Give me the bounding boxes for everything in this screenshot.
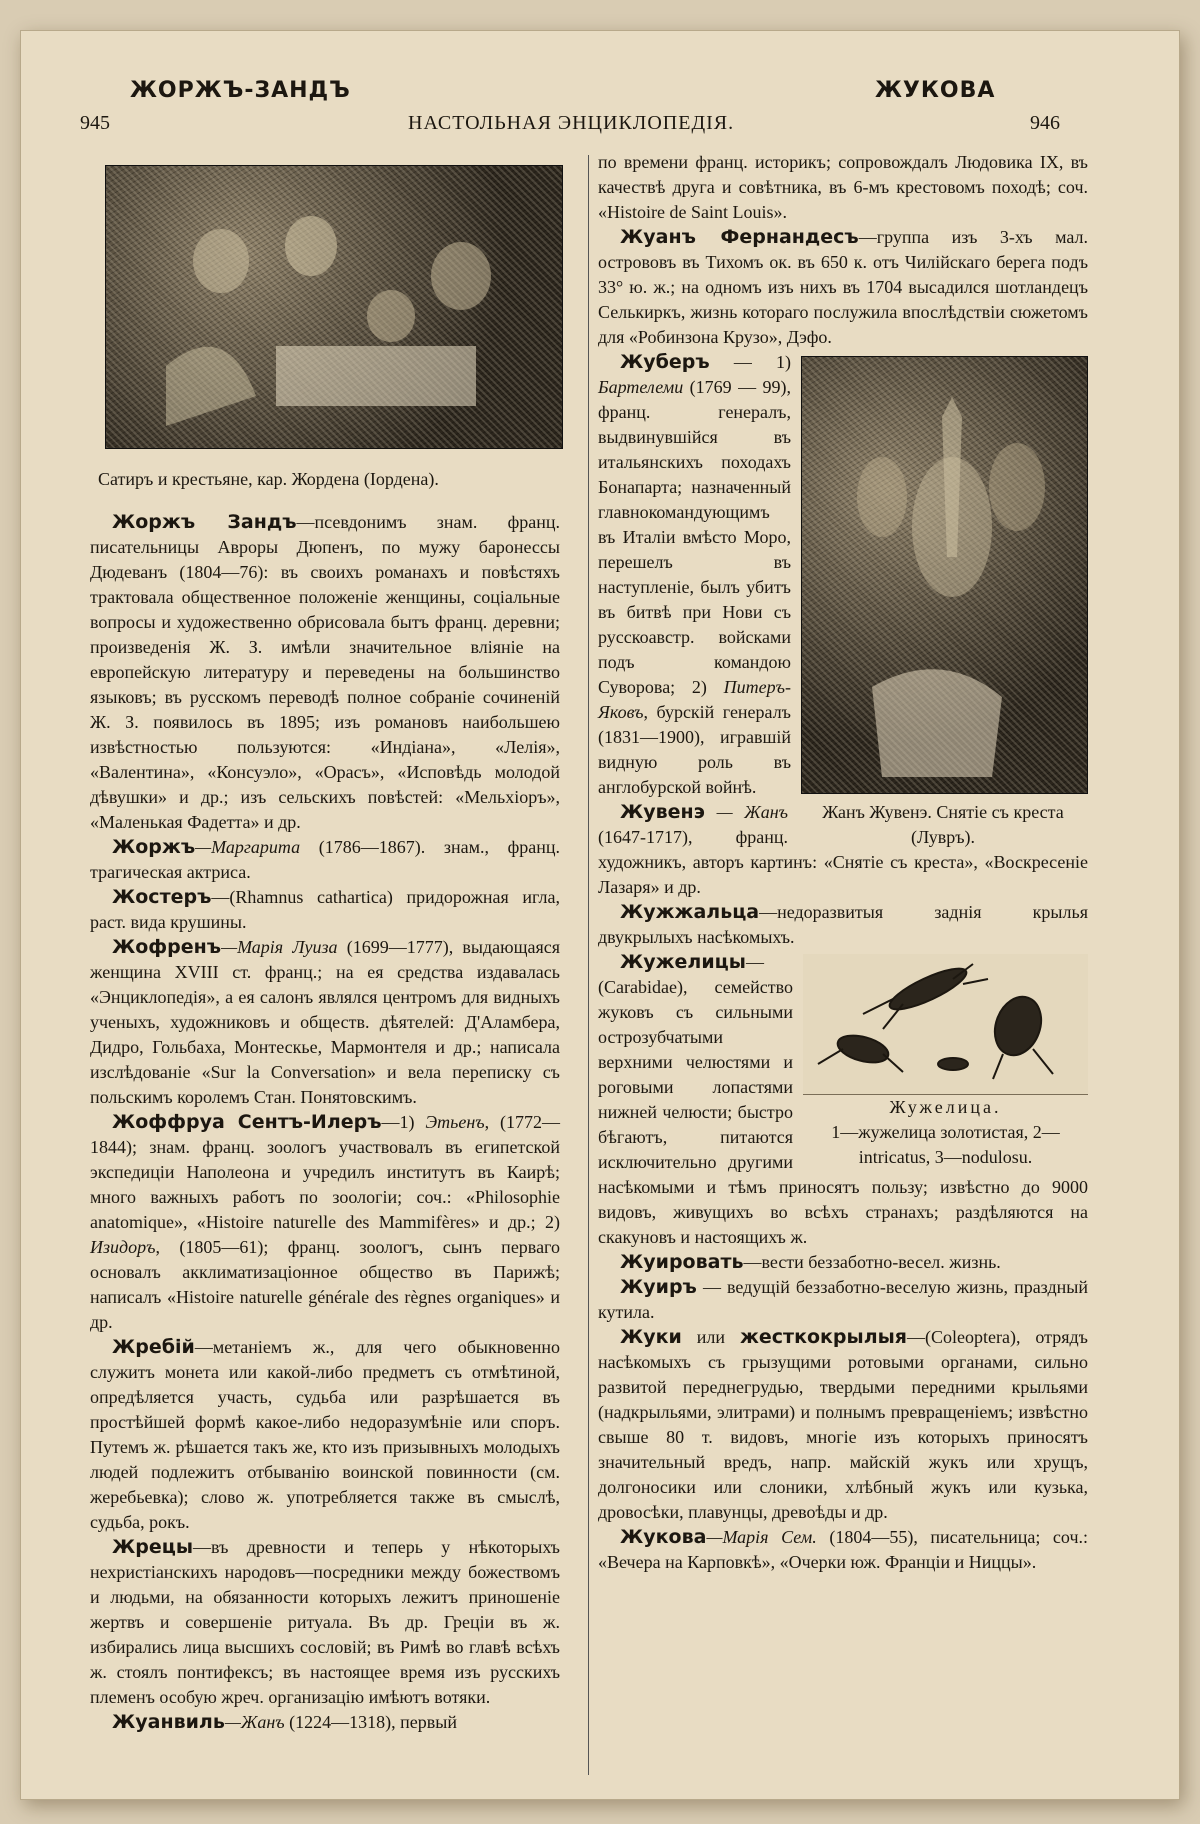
left-column — [90, 150, 560, 1735]
entry-text: —(Rhamnus cathartica) придорожная игла, раст. вида крушины. — [90, 887, 560, 932]
entry-head: Жуберъ — [620, 351, 710, 373]
entry-name: —Марія Сем. — [706, 1527, 817, 1547]
right-column — [598, 150, 1088, 1575]
entry-zhuirovat — [598, 1250, 1088, 1275]
beetle-illustration — [803, 954, 1088, 1095]
entry-head: Жуировать — [620, 1251, 744, 1273]
entry-head: Жужжальца — [620, 901, 760, 923]
page-title: НАСТОЛЬНАЯ ЭНЦИКЛОПЕДІЯ. — [408, 112, 735, 134]
entry-head: Жоффруа Сентъ-Илеръ — [112, 1111, 382, 1133]
entry-head: Жуанъ Фернандесъ — [620, 226, 859, 248]
entry-text: —группа изъ 3-хъ мал. острововъ въ Тихомъ ок. въ 650 к. отъ Чилійскаго берега подъ 33° ю. ж.; на одномъ изъ нихъ въ 1704 высадился шотландецъ Селькиркъ, жизнь котораго послужила впослѣдствіи сюжетомъ для «Робинзона Крузо», Дэфо. — [598, 227, 1088, 347]
entry-text: (1699—1777), выдающаяся женщина XVIII ст. франц.; на ея средства издавалась «Энциклопедія», а ея салонъ являлся центромъ для видныхъ ученыхъ, художниковъ и обществ. дѣятелей: Д'Аламбера, Дидро, Гольбаха, Монтескье, Мармонтеля и др.; написала изслѣдованіе «Sur la Conversation» и вела переписку съ польскимъ королемъ Стан. Понятовскимъ. — [90, 937, 560, 1107]
entry-head: Жукова — [620, 1526, 707, 1548]
entry-head: Жужелицы — [620, 951, 746, 973]
entry-head-alt: жесткокрылыя — [740, 1326, 907, 1348]
entry-beetles — [598, 1325, 1088, 1525]
entry-name: Этьенъ — [425, 1112, 485, 1132]
entry-head: Жувенэ — [620, 801, 705, 823]
running-head-left: ЖОРЖЪ-ЗАНДЪ — [130, 78, 351, 103]
entry-text: (1786—1867). знам., франц. трагическая актриса. — [90, 837, 560, 882]
entry-head: Жофренъ — [112, 936, 222, 958]
entry-text: —(Carabidae), семейство жуковъ съ сильными острозубчатыми верхними челюстями и роговыми лопастями нижней челюсти; быстро бѣгаютъ, питаются исключительно другими насѣкомыми и тѣмъ приносятъ пользу; извѣстно до 9000 видовъ, живущихъ во всѣхъ странахъ; раздѣляются на скакуновъ и настоящихъ ж. — [598, 952, 1088, 1247]
page-number-left: 945 — [80, 112, 110, 134]
entry-text: , бурскій генералъ (1831—1900), игравшій видную роль въ англобурской войнѣ. — [598, 702, 791, 797]
column-divider — [588, 155, 589, 1775]
entry-text: —(Coleoptera), отрядъ насѣкомыхъ съ грызущими ротовыми органами, сильно развитой переднегрудью, твердыми передними крыльями (надкрыльями, элитрами) и полнымъ превращеніемъ; извѣстно свыше 80 т. видовъ, многіе изъ которыхъ приносятъ значительный вредъ, напр. майскій жукъ или хрущъ, долгоносики или слоники, хлѣбный жукъ или кузька, дровосѣки, плавунцы, древоѣды и др. — [598, 1327, 1088, 1522]
entry-george — [90, 835, 560, 885]
jouvenet-caption: Жанъ Жувенэ. Снятіе съ креста (Лувръ). — [822, 802, 1064, 847]
entry-joinville — [90, 1710, 560, 1735]
entry-head: Жостеръ — [112, 886, 212, 908]
entry-text: (1647-1717), франц. художникъ, авторъ картинъ: «Снятіе съ креста», «Воскресеніе Лазаря» и др. — [598, 827, 1088, 897]
entry-head: Жуки — [620, 1326, 682, 1348]
entry-head: Жребій — [112, 1336, 195, 1358]
entry-head: Жрецы — [112, 1536, 194, 1558]
entry-name: —Марія Луиза — [221, 937, 338, 957]
entry-text: по времени франц. историкъ; сопровождалъ Людовика IX, въ качествѣ друга и совѣтника, въ 6-мъ крестовомъ походѣ; соч. «Histoire de Saint Louis». — [598, 152, 1088, 222]
entry-text: (1769 — 99), франц. генералъ, выдвинувшійся въ итальянскихъ походахъ Бонапарта; назначенный главнокомандующимъ въ Италіи вмѣсто Моро, перешелъ въ наступленіе, былъ убитъ въ битвѣ при Нови съ русскоавстр. войсками подъ командою Суворова; 2) — [598, 377, 791, 697]
entry-priests — [90, 1535, 560, 1710]
entry-text: — ведущій беззаботно-веселую жизнь, праздный кутила. — [598, 1277, 1088, 1322]
entry-halteres — [598, 900, 1088, 950]
entry-text: (1804—55), писательница; соч.: «Вечера на Карповкѣ», «Очерки юж. Франціи и Ниццы». — [598, 1527, 1088, 1572]
entry-text: — 1) — [709, 352, 791, 372]
entry-head: Жуиръ — [620, 1276, 697, 1298]
jouvenet-engraving — [801, 356, 1088, 794]
entry-geoffrin — [90, 935, 560, 1110]
entry-text: —вести беззаботно-весел. жизнь. — [743, 1252, 1001, 1272]
entry-geoffroy — [90, 1110, 560, 1335]
beetle-drawing — [803, 954, 1088, 1094]
entry-head: Жоржъ Зандъ — [112, 511, 297, 533]
satyr-caption: Сатиръ и крестьяне, кар. Жордена (Іордена). — [98, 469, 439, 489]
entry-joinville-cont — [598, 150, 1088, 225]
entry-text: или — [681, 1327, 740, 1347]
entry-text: —псевдонимъ знам. франц. писательницы Авроры Дюпенъ, по мужу баронессы Дюдеванъ (1804—76): въ своихъ романахъ и повѣстяхъ трактовала общественное положеніе женщины, соціальные вопросы и художественно обрисовала бытъ франц. деревни; произведенія Ж. З. имѣли значительное вліяніе на европейскую литературу и переведены на большинство языковъ; въ русскомъ переводѣ полное собраніе сочиненій Ж. З. появилось въ 1895; изъ романовъ наибольшею извѣстностью пользуются: «Индіана», «Лелія», «Валентина», «Консуэло», «Орасъ», «Исповѣдь молодой дѣвушки» и др.; изъ сельскихъ повѣстей: «Мельхіоръ», «Маленькая Фадетта» и др. — [90, 512, 560, 832]
beetle-caption-text: 1—жужелица золотистая, 2—intricatus, 3—nodulosu. — [831, 1122, 1060, 1167]
entry-text: (1224—1318), первый — [284, 1712, 457, 1732]
entry-text: —метаніемъ ж., для чего обыкновенно служитъ монета или какой-либо предметъ съ отмѣтиной, опредѣляется участь, судьба или разрѣшается въ простѣйшей формѣ какое-либо недоразумѣніе или споръ. Путемъ ж. рѣшается такъ же, кто изъ призывныхъ молодыхъ людей подлежитъ отбыванію воинской повинности (см. жеребьевка); слово ж. употребляется также въ смыслѣ, судьба, рокъ. — [90, 1337, 560, 1532]
entry-zhukova — [598, 1525, 1088, 1575]
page-number-right: 946 — [1030, 112, 1060, 134]
entry-text: , (1805—61); франц. зоологъ, сынъ перваго основалъ акклиматизаціонное общество въ Парижѣ; написалъ «Histoire naturelle générale des règnes organiques» и др. — [90, 1237, 560, 1332]
entry-name: —Жанъ — [224, 1712, 285, 1732]
entry-zhuir — [598, 1275, 1088, 1325]
entry-name: —Маргарита — [195, 837, 301, 857]
entry-head: Жуанвиль — [112, 1711, 225, 1733]
entry-head: Жоржъ — [112, 836, 196, 858]
entry-zhoster — [90, 885, 560, 935]
entry-text: —1) — [381, 1112, 426, 1132]
satyr-engraving-image — [106, 166, 562, 448]
satyr-engraving — [105, 165, 563, 449]
entry-text: —недоразвитыя заднія крылья двукрылыхъ насѣкомыхъ. — [598, 902, 1088, 947]
entry-name: Изидоръ — [90, 1237, 156, 1257]
entry-name: Питеръ-Яковъ — [598, 677, 791, 722]
entry-lot — [90, 1335, 560, 1535]
entry-text: —въ древности и теперь у нѣкоторыхъ нехристіанскихъ народовъ—посредники между божествомъ и людьми, на обязанности которыхъ лежитъ приношеніе жертвъ и совершеніе ритуала. Въ др. Греціи въ ж. избирались лица высшихъ сословій; въ Римѣ во главѣ всѣхъ ж. стоялъ понтифексъ; въ настоящее время изъ русскихъ племенъ особую жреч. организацію имѣютъ вотяки. — [90, 1537, 560, 1707]
entry-name: Бартелеми — [598, 377, 684, 397]
beetle-figure — [803, 954, 1088, 1170]
entry-juan-fernandez — [598, 225, 1088, 350]
entry-name: — Жанъ — [704, 802, 788, 822]
entry-text: , (1772—1844); знам. франц. зоологъ участвовалъ въ египетской экспедиціи Наполеона и учредилъ институтъ въ Каирѣ; много важныхъ работъ по зоологіи; соч.: «Philosophie anatomique», «Histoire naturelle des Mammifères» и др.; 2) — [90, 1112, 560, 1232]
jouvenet-engraving-image — [802, 357, 1087, 793]
running-head-right: ЖУКОВА — [875, 78, 996, 103]
entry-george-sand — [90, 510, 560, 835]
beetle-caption-title: Жужелица. — [889, 1097, 1002, 1117]
